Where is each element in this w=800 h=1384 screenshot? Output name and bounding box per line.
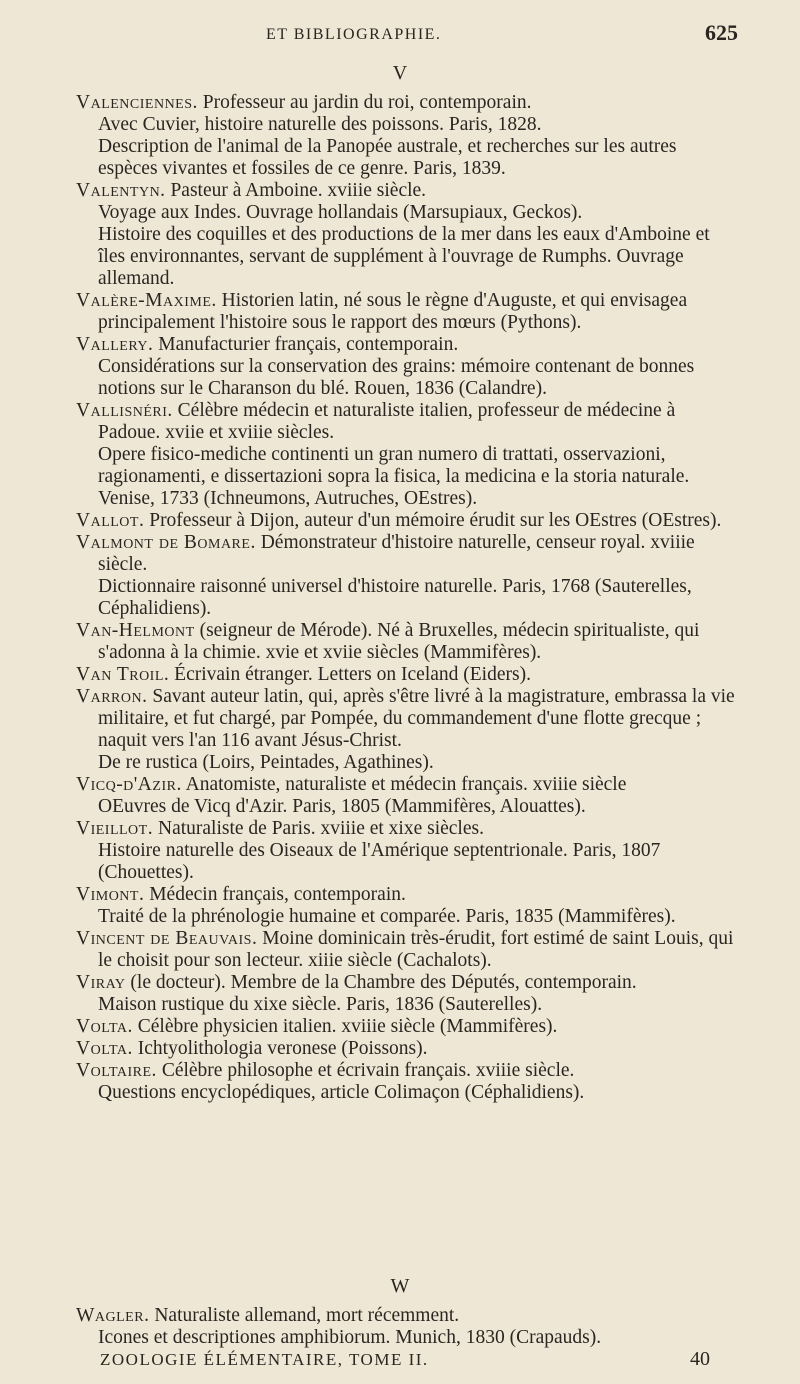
page-number: 625 [705, 20, 738, 45]
work-title: Opere fisico-mediche continenti un gran numero di trattati, osservazioni, ragionamenti, e dissertazioni sopra la fisica, la medicina e la storia naturale. Venise, 1733 (Ichneumons, Autruches, OEstres). [98, 444, 690, 509]
bibliography-entry [76, 884, 740, 928]
author-note: Célèbre philosophe et écrivain français. xviiie siècle. [156, 1060, 575, 1081]
author-name: Wagler. [76, 1305, 150, 1326]
entry-description [76, 1038, 740, 1060]
bibliography-entry [76, 928, 740, 972]
author-name: Vallot. [76, 510, 145, 531]
entry-description [76, 620, 740, 664]
bibliography-entry [76, 400, 740, 510]
entry-description [76, 532, 740, 576]
work-title: Traité de la phrénologie humaine et comparée. Paris, 1835 (Mammifères). [98, 906, 676, 927]
running-title: ET BIBLIOGRAPHIE. [266, 26, 442, 43]
author-note: Professeur à Dijon, auteur d'un mémoire érudit sur les OEstres (OEstres). [144, 510, 722, 531]
bibliography-entry [76, 972, 740, 1016]
author-note: (seigneur de Mérode). Né à Bruxelles, médecin spiritualiste, qui s'adonna à la chimie. xvie et xviie siècles (Mammifères). [98, 620, 700, 663]
bibliography-entry [76, 510, 740, 532]
bibliography-entry [76, 180, 740, 290]
bibliography-entry [76, 334, 740, 400]
author-name: Voltaire. [76, 1060, 157, 1081]
bibliography-entry [76, 1060, 740, 1104]
author-name: Van-Helmont [76, 620, 195, 641]
page-footer [100, 1350, 740, 1374]
author-note: Naturaliste allemand, mort récemment. [149, 1305, 460, 1326]
author-note: Écrivain étranger. Letters on Iceland (Eiders). [169, 664, 531, 685]
entry-description [76, 774, 740, 796]
bibliography-entry [76, 620, 740, 664]
author-name: Valentyn. [76, 180, 166, 201]
author-name: Valmont de Bomare. [76, 532, 256, 553]
author-note: Moine dominicain très-érudit, fort estimé de saint Louis, qui le choisit pour son lecteur. xiiie siècle (Cachalots). [98, 928, 734, 971]
author-name: Volta. [76, 1038, 133, 1059]
entry-description [76, 1016, 740, 1038]
author-note: Historien latin, né sous le règne d'Auguste, et qui envisagea principalement l'histoire sous le rapport des mœurs (Pythons). [98, 290, 688, 333]
work-title: Icones et descriptiones amphibiorum. Munich, 1830 (Crapauds). [98, 1327, 602, 1348]
footer-title: ZOOLOGIE ÉLÉMENTAIRE, TOME II. [100, 1350, 429, 1369]
entry-description [76, 972, 740, 994]
entries-v [76, 92, 740, 1104]
bibliography-entry [76, 1016, 740, 1038]
author-note: Célèbre médecin et naturaliste italien, professeur de médecine à Padoue. xviie et xviiie siècles. [98, 400, 676, 443]
author-name: Valenciennes. [76, 92, 198, 113]
author-note: Savant auteur latin, qui, après s'être livré à la magistrature, embrassa la vie militaire, et fut chargé, par Pompée, du commandement d'une flotte grecque ; naquit vers l'an 116 avant Jésus-Christ. [98, 686, 735, 751]
author-note: Naturaliste de Paris. xviiie et xixe siècles. [153, 818, 484, 839]
author-note: Anatomiste, naturaliste et médecin français. xviiie siècle [181, 774, 627, 795]
bibliography-entry [76, 774, 740, 818]
entries-w [76, 1305, 740, 1349]
work-title: De re rustica (Loirs, Peintades, Agathines). [98, 752, 434, 773]
author-name: Van Troil. [76, 664, 170, 685]
entry-description [76, 334, 740, 356]
author-note: Professeur au jardin du roi, contemporain. [197, 92, 532, 113]
bibliography-entry [76, 92, 740, 180]
author-name: Volta. [76, 1016, 133, 1037]
bibliography-entry [76, 1305, 740, 1349]
author-note: Célèbre physicien italien. xviiie siècle (Mammifères). [132, 1016, 558, 1037]
bibliography-entry [76, 686, 740, 774]
author-note: Démonstrateur d'histoire naturelle, censeur royal. xviiie siècle. [98, 532, 695, 575]
running-head [76, 20, 738, 50]
entry-description [76, 884, 740, 906]
author-name: Vicq-d'Azir. [76, 774, 182, 795]
work-title: OEuvres de Vicq d'Azir. Paris, 1805 (Mammifères, Alouattes). [98, 796, 586, 817]
section-letter-w: W [390, 1275, 410, 1297]
author-name: Vieillot. [76, 818, 154, 839]
author-name: Valère-Maxime. [76, 290, 217, 311]
work-title: Avec Cuvier, histoire naturelle des poissons. Paris, 1828. [98, 114, 542, 135]
entry-description [76, 400, 740, 444]
bibliography-entry [76, 1038, 740, 1060]
entry-description [76, 290, 740, 334]
entry-description [76, 1060, 740, 1082]
entry-description [76, 180, 740, 202]
work-title: Considérations sur la conservation des grains: mémoire contenant de bonnes notions sur le Charanson du blé. Rouen, 1836 (Calandre). [98, 356, 695, 399]
entry-description [76, 818, 740, 840]
bibliography-entry [76, 532, 740, 620]
author-note: Médecin français, contemporain. [144, 884, 406, 905]
entry-description [76, 664, 740, 686]
author-name: Vallisnéri. [76, 400, 173, 421]
author-name: Vallery. [76, 334, 154, 355]
author-name: Vincent de Beauvais. [76, 928, 258, 949]
work-title: Description de l'animal de la Panopée australe, et recherches sur les autres espèces vivantes et fossiles de ce genre. Paris, 1839. [98, 136, 677, 179]
author-name: Vimont. [76, 884, 145, 905]
entry-description [76, 928, 740, 972]
work-title: Maison rustique du xixe siècle. Paris, 1836 (Sauterelles). [98, 994, 543, 1015]
work-title: Histoire naturelle des Oiseaux de l'Amérique septentrionale. Paris, 1807 (Chouettes). [98, 840, 661, 883]
work-title: Histoire des coquilles et des productions de la mer dans les eaux d'Amboine et îles environnantes, servant de supplément à l'ouvrage de Rumphs. Ouvrage allemand. [98, 224, 710, 289]
entry-description [76, 686, 740, 752]
entry-description [76, 510, 740, 532]
bibliography-entry [76, 818, 740, 884]
work-title: Dictionnaire raisonné universel d'histoire naturelle. Paris, 1768 (Sauterelles, Céphalidiens). [98, 576, 692, 619]
author-name: Viray [76, 972, 126, 993]
work-title: Questions encyclopédiques, article Colimaçon (Céphalidiens). [98, 1082, 585, 1103]
author-note: Ichtyolithologia veronese (Poissons). [132, 1038, 428, 1059]
section-letter-v: V [392, 62, 408, 84]
signature-mark: 40 [690, 1348, 710, 1370]
author-note: Manufacturier français, contemporain. [153, 334, 459, 355]
work-title: Voyage aux Indes. Ouvrage hollandais (Marsupiaux, Geckos). [98, 202, 583, 223]
bibliography-entry [76, 290, 740, 334]
bibliography-entry [76, 664, 740, 686]
author-note: Pasteur à Amboine. xviiie siècle. [165, 180, 427, 201]
author-name: Varron. [76, 686, 148, 707]
entry-description [76, 1305, 740, 1327]
entry-description [76, 92, 740, 114]
author-note: (le docteur). Membre de la Chambre des Députés, contemporain. [125, 972, 637, 993]
